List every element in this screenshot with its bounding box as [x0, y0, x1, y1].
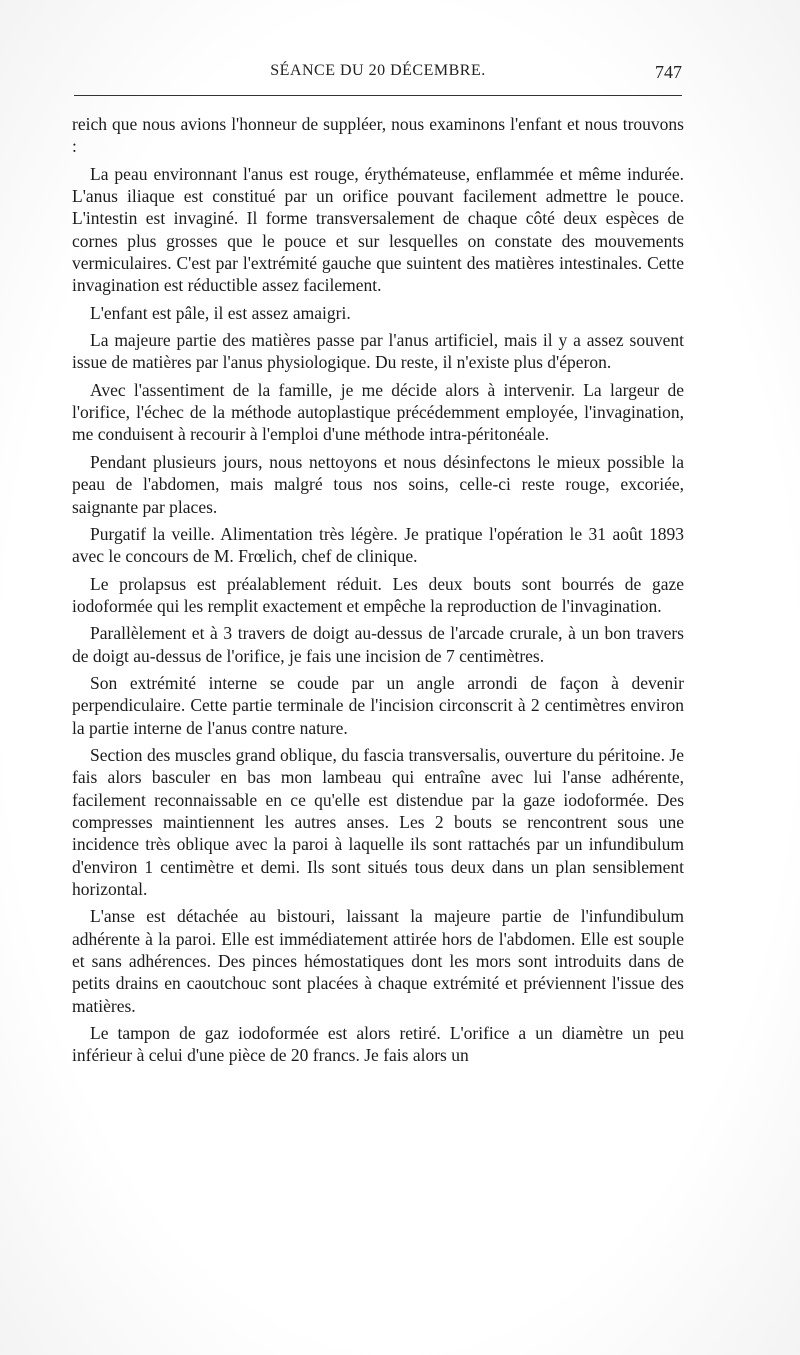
page-number: 747 — [655, 62, 682, 82]
paragraph: Le tampon de gaz iodoformée est alors retiré. L'orifice a un diamètre un peu inférieur à celui d'une pièce de 20 francs. Je fais alors un — [72, 1023, 684, 1066]
paragraph: Le prolapsus est préalablement réduit. Les deux bouts sont bourrés de gaze iodoformée qui les remplit exactement et empêche la reproduction de l'invagination. — [72, 573, 684, 616]
paragraph: La peau environnant l'anus est rouge, érythémateuse, enflammée et même indurée. L'anus iliaque est constitué par un orifice pouvant facilement admettre le pouce. L'intestin est invaginé. Il forme transversalement de chaque côté deux espèces de cornes plus grosses que le pouce et sur lesquelles on constate des mouvements vermiculaires. C'est par l'extrémité gauche que suintent des matières intestinales. Cette invagination est réductible assez facilement. — [72, 163, 684, 296]
paragraph: Parallèlement et à 3 travers de doigt au-dessus de l'arcade crurale, à un bon travers de doigt au-dessus de l'orifice, je fais une incision de 7 centimètres. — [72, 623, 684, 666]
header-rule — [74, 95, 682, 96]
paragraph: Son extrémité interne se coude par un angle arrondi de façon à devenir perpendiculaire. Cette partie terminale de l'incision circonscrit à 2 centimètres environ la partie interne de l'anus contre nature. — [72, 672, 684, 738]
paragraph: L'enfant est pâle, il est assez amaigri. — [90, 302, 351, 323]
paragraph: Pendant plusieurs jours, nous nettoyons et nous désinfectons le mieux possible la peau de l'abdomen, mais malgré tous nos soins, celle-ci reste rouge, excoriée, saignante par places. — [72, 451, 684, 517]
paragraph: Purgatif la veille. Alimentation très légère. Je pratique l'opération le 31 août 1893 avec le concours de M. Frœlich, chef de clinique. — [72, 523, 684, 567]
paragraph: Avec l'assentiment de la famille, je me décide alors à intervenir. La largeur de l'orifice, l'échec de la méthode autoplastique précédemment employée, l'invagination, me conduisent à recourir à l'emploi d'une méthode intra-péritonéale. — [72, 379, 684, 445]
page-header — [74, 62, 682, 86]
paragraph: Section des muscles grand oblique, du fascia transversalis, ouverture du péritoine. Je fais alors basculer en bas mon lambeau qui entraîne avec lui l'anse adhérente, facilement reconnaissable en ce qu'elle est distendue par la gaze iodoformée. Des compresses maintiennent les autres anses. Les 2 bouts se rencontrent sous une incidence très oblique avec la paroi à laquelle ils sont rattachés par un infundibulum d'environ 1 centimètre et demi. Ils sont situés tous deux dans un plan sensiblement horizontal. — [72, 744, 684, 899]
paragraph: La majeure partie des matières passe par l'anus artificiel, mais il y a assez souvent issue de matières par l'anus physiologique. Du reste, il n'existe plus d'éperon. — [72, 330, 684, 373]
paragraph: L'anse est détachée au bistouri, laissant la majeure partie de l'infundibulum adhérente à la paroi. Elle est immédiatement attirée hors de l'abdomen. Elle est souple et sans adhérences. Des pinces hémostatiques dont les mors sont introduits dans de petits drains en caoutchouc sont placées à chaque extrémité et préviennent l'issue des matières. — [72, 906, 684, 1016]
paragraph: reich que nous avions l'honneur de suppléer, nous examinons l'enfant et nous trouvons : — [72, 114, 684, 157]
running-title: SÉANCE DU 20 DÉCEMBRE. — [270, 62, 486, 79]
body-text — [72, 113, 684, 1072]
